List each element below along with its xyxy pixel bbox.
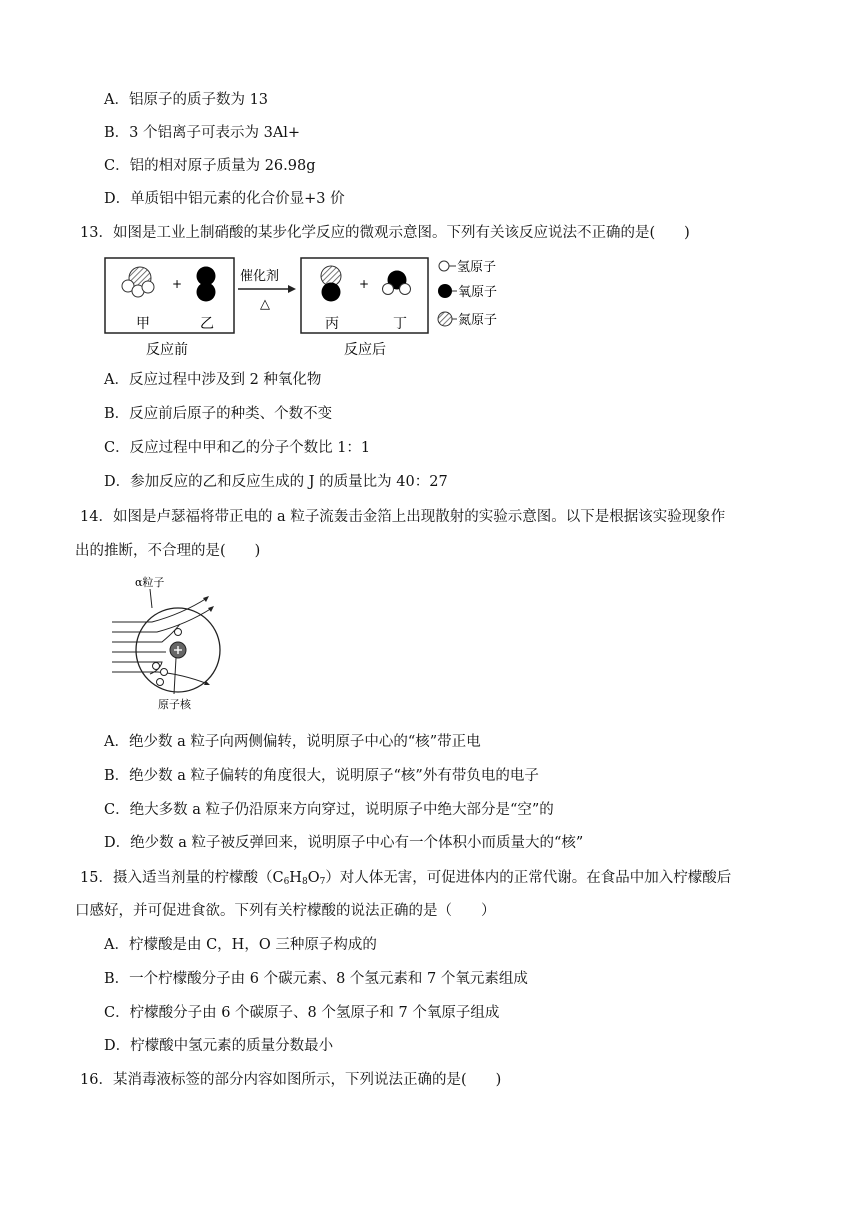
molecule-jia — [122, 267, 154, 297]
q13-reaction-diagram — [104, 256, 534, 361]
q14-option-c: C．绝大多数 a 粒子仍沿原来方向穿过，说明原子中绝大部分是“空”的 — [104, 802, 554, 818]
q14-option-b: B．绝少数 a 粒子偏转的角度很大，说明原子“核”外有带负电的电子 — [104, 768, 539, 784]
legend-hydrogen: 氢原子 — [457, 260, 497, 275]
label-yi: 乙 — [200, 316, 214, 332]
q12-option-b: B．3 个铝离子可表示为 3Al+ — [104, 125, 301, 141]
q12-option-d: D．单质铝中铝元素的化合价显+3 价 — [104, 191, 345, 207]
q14-rutherford-diagram — [112, 574, 224, 714]
q15-stem-line2: 口感好，并可促进食欲。下列有关柠檬酸的说法正确的是（ ） — [75, 903, 496, 919]
label-jia: 甲 — [136, 316, 150, 332]
q15-option-b: B．一个柠檬酸分子由 6 个碳元素、8 个氢元素和 7 个氧元素组成 — [104, 971, 528, 987]
q15-option-d: D．柠檬酸中氢元素的质量分数最小 — [104, 1038, 334, 1054]
plus-sign-1: + — [172, 277, 183, 291]
q15-option-c: C．柠檬酸分子由 6 个碳原子、8 个氢原子和 7 个氧原子组成 — [104, 1005, 500, 1021]
q15-stem-line1: 15．摄入适当剂量的柠檬酸$(C_6H_8O_7)$对人体无害，可促进体内的正常代谢。在食品中加入柠檬酸后 — [80, 870, 732, 887]
q12-option-c: C．铝的相对原子质量为 26.98g — [104, 158, 316, 174]
q14-option-a: A．绝少数 a 粒子向两侧偏转，说明原子中心的“核”带正电 — [104, 734, 481, 750]
before-caption: 反应前 — [146, 342, 188, 358]
heat-label: △ — [260, 297, 270, 312]
molecule-yi — [197, 267, 216, 302]
legend-nitrogen: 氮原子 — [458, 313, 498, 328]
q14-stem-line1: 14．如图是卢瑟福将带正电的 a 粒子流轰击金箔上出现散射的实验示意图。以下是根据该实验现象作 — [80, 509, 726, 525]
q16-stem: 16．某消毒液标签的部分内容如图所示，下列说法正确的是( ) — [80, 1072, 502, 1088]
label-bing: 丙 — [325, 316, 339, 332]
legend-oxygen: 氧原子 — [458, 285, 498, 300]
alpha-particle-label: α粒子 — [135, 576, 165, 589]
q13-stem: 13．如图是工业上制硝酸的某步化学反应的微观示意图。下列有关该反应说法不正确的是( ) — [80, 225, 690, 241]
citric-acid-formula: $C_6H_8O_7$ — [272, 870, 326, 887]
q13-option-c: C．反应过程中甲和乙的分子个数比 1：1 — [104, 440, 371, 456]
q14-option-d: D．绝少数 a 粒子被反弹回来，说明原子中心有一个体积小而质量大的“核” — [104, 835, 584, 851]
q13-option-b: B．反应前后原子的种类、个数不变 — [104, 406, 333, 422]
q14-stem-line2: 出的推断，不合理的是( ) — [75, 543, 261, 559]
after-box — [301, 258, 428, 333]
molecule-ding — [383, 271, 411, 295]
nucleus-label: 原子核 — [158, 698, 191, 711]
plus-sign-2: + — [359, 277, 370, 291]
after-caption: 反应后 — [344, 342, 386, 358]
q15-option-a: A．柠檬酸是由 C，H，O 三种原子构成的 — [104, 937, 377, 953]
q12-option-a: A．铝原子的质子数为 13 — [104, 92, 269, 108]
label-ding: 丁 — [393, 316, 407, 332]
q13-option-a: A．反应过程中涉及到 2 种氧化物 — [104, 372, 322, 388]
catalyst-label: 催化剂 — [240, 269, 280, 284]
molecule-bing — [321, 266, 341, 302]
legend — [438, 260, 497, 328]
q13-option-d: D．参加反应的乙和反应生成的 J 的质量比为 40：27 — [104, 474, 448, 490]
